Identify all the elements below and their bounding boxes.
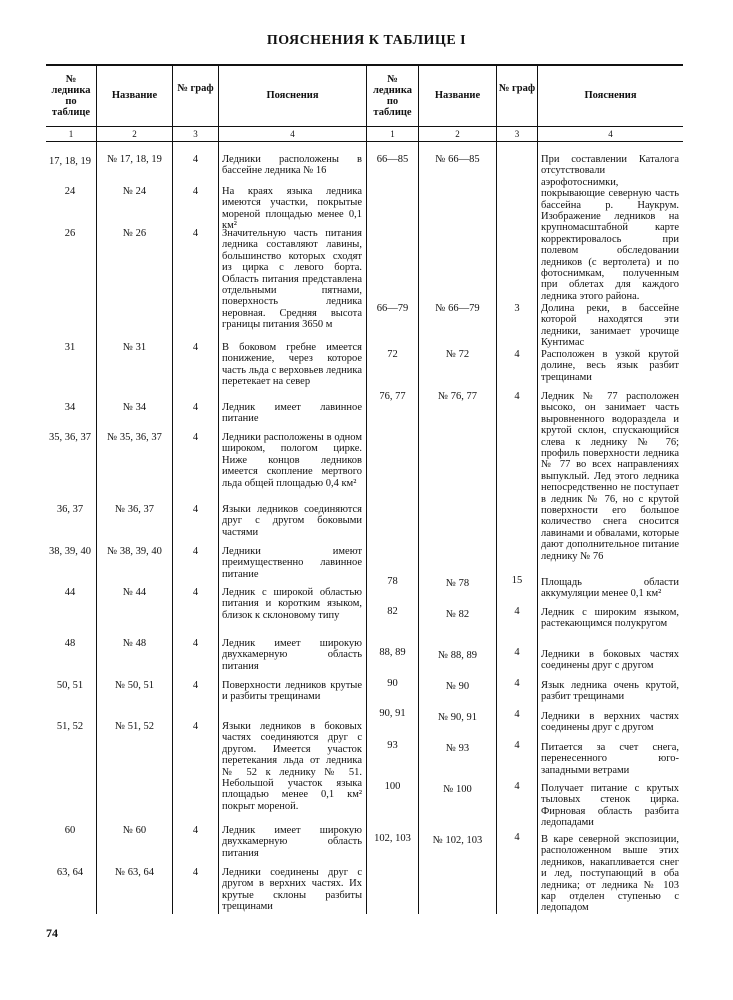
glacier-name: № 66—85 <box>435 154 480 165</box>
table-top-rule <box>46 64 683 66</box>
graph-number: 4 <box>192 721 199 732</box>
glacier-name: № 35, 36, 37 <box>107 432 162 443</box>
graph-number: 4 <box>192 186 199 197</box>
glacier-name: № 76, 77 <box>438 391 477 402</box>
glacier-number: 90, 91 <box>379 708 406 719</box>
glacier-number: 76, 77 <box>379 391 406 402</box>
column-number: 4 <box>290 129 295 139</box>
graph-number: 15 <box>511 575 523 586</box>
glacier-name: № 60 <box>122 825 147 836</box>
graph-number: 4 <box>514 391 520 402</box>
glacier-number: 17, 18, 19 <box>49 156 91 167</box>
glacier-name: № 102, 103 <box>432 835 483 846</box>
glacier-name: № 44 <box>122 587 147 598</box>
column-number: 3 <box>514 129 520 139</box>
glacier-name: № 50, 51 <box>115 680 154 691</box>
explanation-text: Долина реки, в бассейне которой находятся эти ледники, занимает урочище Кунтимас <box>541 303 679 349</box>
graph-number: 4 <box>192 867 199 878</box>
glacier-number: 38, 39, 40 <box>49 546 91 557</box>
graph-number: 4 <box>514 709 520 720</box>
glacier-name: № 63, 64 <box>115 867 154 878</box>
graph-number: 4 <box>514 740 520 751</box>
graph-number: 4 <box>192 342 199 353</box>
column-number: 2 <box>455 129 460 139</box>
glacier-number: 78 <box>387 576 398 587</box>
explanation-text: Ледник № 77 расположен высоко, он занимает часть выровненного водораздела и крутой склон, спускающийся слева к леднику № 76; профиль поверхности ледника № 77 во всех направлениях выпуклый. Лед этого ледника непосредственно не поступает в ледник № 76, но с крутой поверхности его большое количество снега сносится лавинами и обвалами, которые дают дополнительное питание леднику № 76 <box>541 391 679 562</box>
explanation-text: Ледник имеет широкую двухкамерную область питания <box>222 638 362 672</box>
glacier-number: 66—85 <box>376 154 409 165</box>
explanation-text: Ледники соединены друг с другом в верхних частях. Их крутые склоны разбиты трещинами <box>222 867 362 913</box>
explanation-text: При составлении Каталога отсутствовали аэрофотоснимки, покрывающие северную часть бассейна р. Наукрум. Изображение ледников на крупномасштабной карте корректировалось при полевом обследовании ледников (с вертолета) и по фотоснимкам, полученным при облетах для каждого ледника этого района. <box>541 154 679 302</box>
explanation-text: Языки ледников соединяются друг с другом боковыми частями <box>222 504 362 538</box>
glacier-name: № 38, 39, 40 <box>107 546 162 557</box>
glacier-name: № 82 <box>445 609 470 620</box>
header-rule <box>46 126 683 127</box>
graph-number: 4 <box>192 402 199 413</box>
glacier-name: № 24 <box>122 186 147 197</box>
column-number: 1 <box>390 129 395 139</box>
graph-number: 4 <box>514 606 520 617</box>
explanation-text: Язык ледника очень крутой, разбит трещинами <box>541 680 679 703</box>
header-glacier-no: № ледника по таблице <box>51 74 91 118</box>
glacier-name: № 88, 89 <box>438 650 477 661</box>
glacier-name: № 66—79 <box>435 303 480 314</box>
glacier-name: № 34 <box>122 402 147 413</box>
glacier-name: № 78 <box>445 578 470 589</box>
glacier-number: 36, 37 <box>56 504 84 515</box>
glacier-name: № 93 <box>445 743 470 754</box>
explanation-text: Ледник с широким языком, растекающимся полукругом <box>541 607 679 630</box>
header-explanations: Пояснения <box>266 90 319 101</box>
glacier-number: 63, 64 <box>56 867 84 878</box>
explanation-text: Ледник имеет широкую двухкамерную область питания <box>222 825 362 859</box>
glacier-name: № 36, 37 <box>115 504 154 515</box>
glacier-number: 88, 89 <box>379 647 406 658</box>
glacier-number: 90 <box>387 678 398 689</box>
explanation-text: На краях языка ледника имеются участки, покрытые мореной площадью менее 0,1 км² <box>222 186 362 232</box>
explanation-text: Получает питание с крутых тыловых стенок цирка. Фирновая область разбита ледопадами <box>541 783 679 829</box>
glacier-name: № 26 <box>122 228 147 239</box>
column-number: 3 <box>193 129 198 139</box>
glacier-name: № 51, 52 <box>115 721 154 732</box>
glacier-number: 48 <box>64 638 76 649</box>
glacier-number: 93 <box>387 740 398 751</box>
glacier-number: 102, 103 <box>374 833 411 844</box>
glacier-name: № 100 <box>443 784 472 795</box>
glacier-number: 35, 36, 37 <box>49 432 91 443</box>
explanation-text: Языки ледников в боковых частях соединяются друг с другом. Имеется участок перетекания льда от ледника № 52 к леднику № 51. Небольшой участок языка площадью менее 0,1 км² покрыт мореной. <box>222 721 362 812</box>
explanation-text: Ледник имеет лавинное питание <box>222 402 362 425</box>
column-number: 2 <box>132 129 137 139</box>
explanation-text: Ледники расположены в бассейне ледника № 16 <box>222 154 362 177</box>
glacier-number: 26 <box>64 228 76 239</box>
column-number: 1 <box>68 129 74 139</box>
graph-number: 4 <box>514 832 520 843</box>
graph-number: 4 <box>514 647 520 658</box>
explanation-text: Ледники расположены в одном широком, пологом цирке. Ниже концов ледников имеется скопление мертвого льда общей площадью 0,4 км² <box>222 432 362 489</box>
glacier-number: 72 <box>387 349 398 360</box>
explanation-text: Ледники имеют преимущественно лавинное питание <box>222 546 362 580</box>
glacier-number: 66—79 <box>376 303 409 314</box>
page-title: ПОЯСНЕНИЯ К ТАБЛИЦЕ I <box>266 33 467 48</box>
explanation-text: Расположен в узкой крутой долине, весь язык разбит трещинами <box>541 349 679 383</box>
graph-number: 4 <box>192 432 199 443</box>
explanation-text: Питается за счет снега, перенесенного юго-западными ветрами <box>541 742 679 776</box>
explanation-text: Ледники в верхних частях соединены друг с другом <box>541 711 679 734</box>
glacier-number: 82 <box>387 606 398 617</box>
graph-number: 4 <box>514 678 520 689</box>
glacier-name: № 48 <box>122 638 147 649</box>
column-number-rule <box>46 141 683 142</box>
glacier-number: 44 <box>64 587 76 598</box>
explanation-text: Ледник с широкой областью питания и коротким языком, близок к склоновому типу <box>222 587 362 621</box>
explanation-text: Ледники в боковых частях соединены друг с другом <box>541 649 679 672</box>
column-number: 4 <box>608 129 613 139</box>
graph-number: 4 <box>514 349 520 360</box>
glacier-number: 51, 52 <box>56 721 84 732</box>
explanation-text: Поверхности ледников крутые и разбиты трещинами <box>222 680 362 703</box>
column-divider <box>537 64 538 914</box>
header-graph: № граф <box>177 83 214 94</box>
graph-number: 3 <box>514 303 520 314</box>
header-graph: № граф <box>498 83 536 94</box>
explanation-text: Площадь области аккумуляции менее 0,1 км² <box>541 577 679 600</box>
header-glacier-no: № ледника по таблице <box>373 74 412 118</box>
glacier-number: 24 <box>64 186 76 197</box>
graph-number: 4 <box>192 504 199 515</box>
header-name: Название <box>111 90 158 101</box>
column-divider <box>218 64 219 914</box>
glacier-name: № 90 <box>445 681 470 692</box>
glacier-number: 100 <box>384 781 401 792</box>
glacier-name: № 17, 18, 19 <box>107 154 162 165</box>
glacier-name: № 72 <box>445 349 470 360</box>
glacier-name: № 90, 91 <box>438 712 477 723</box>
header-name: Название <box>434 90 481 101</box>
graph-number: 4 <box>192 154 199 165</box>
explanation-text: Значительную часть питания ледника составляют лавины, большинство которых сходят из цирка с левого борта. Область питания представлена отдельными пятнами, поверхность ледника неровная. Средняя высота границы питания 3650 м <box>222 228 362 331</box>
glacier-name: № 31 <box>122 342 147 353</box>
graph-number: 4 <box>192 638 199 649</box>
graph-number: 4 <box>192 680 199 691</box>
explanation-text: В каре северной экспозиции, расположенном выше этих ледников, накапливается снег и лед, поступающий в оба ледника; от ледника № 103 кар отделен ступенью с ледопадом <box>541 834 679 914</box>
glacier-number: 31 <box>64 342 76 353</box>
glacier-number: 34 <box>64 402 76 413</box>
explanation-text: В боковом гребне имеется понижение, через которое часть льда с верховьев ледника перетекает на север <box>222 342 362 388</box>
graph-number: 4 <box>192 825 199 836</box>
graph-number: 4 <box>192 228 199 239</box>
glacier-number: 50, 51 <box>56 680 84 691</box>
graph-number: 4 <box>192 587 199 598</box>
header-explanations: Пояснения <box>584 90 637 101</box>
glacier-number: 60 <box>64 825 76 836</box>
graph-number: 4 <box>514 781 520 792</box>
graph-number: 4 <box>192 546 199 557</box>
page-number: 74 <box>46 926 58 940</box>
